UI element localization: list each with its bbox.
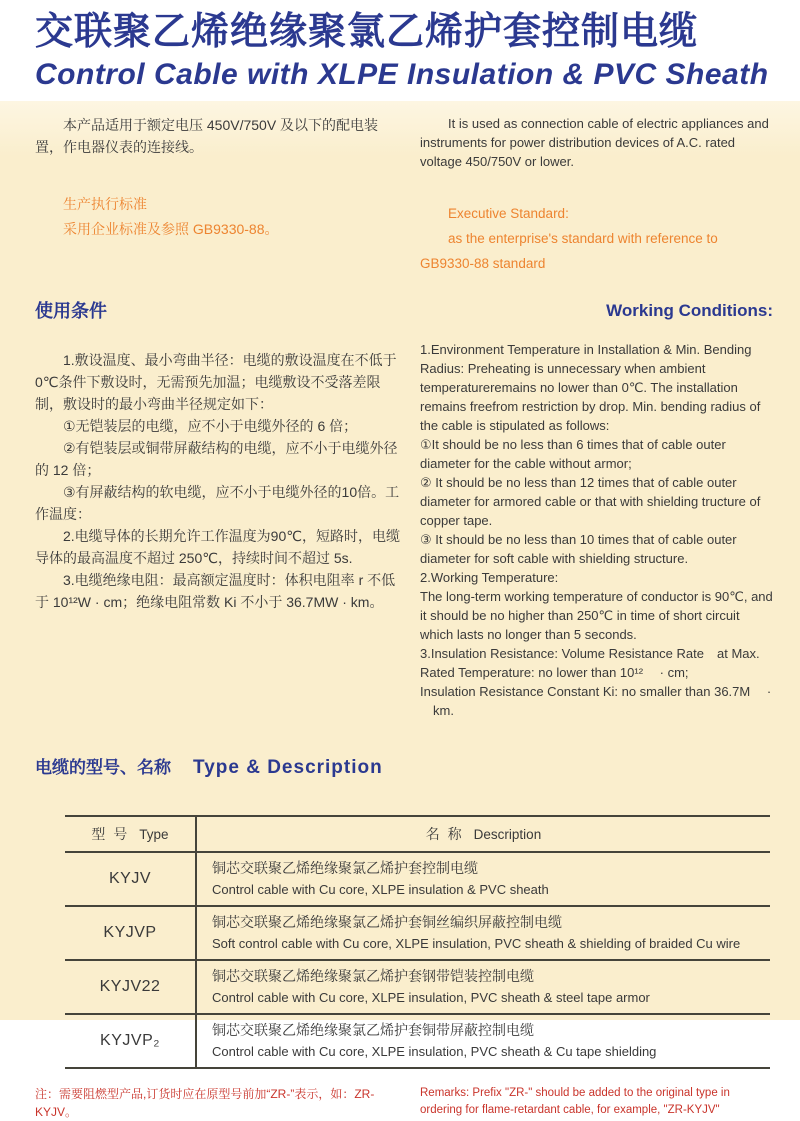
working-column-chinese	[35, 301, 401, 720]
working-heading-en: Working Conditions:	[606, 301, 773, 320]
description-en: Control cable with Cu core, XLPE insulation & PVC sheath	[212, 882, 549, 897]
cable-type-table	[65, 815, 770, 1069]
type-description-heading-en: Type & Description	[193, 757, 383, 778]
working-en-paragraph: The long-term working temperature of conductor is 90℃, and it should be no higher than 250℃ in time of short circuit which lasts no longer than 5 seconds.	[420, 589, 773, 642]
description-en: Control cable with Cu core, XLPE insulation, PVC sheath & steel tape armor	[212, 990, 650, 1005]
cell-description	[197, 961, 770, 1013]
cell-type-code: KYJVP₂	[65, 1015, 197, 1067]
remark-en: Remarks: Prefix "ZR-" should be added to the original type in ordering for flame-retardant cable, for example, "ZR-KYJV"	[420, 1087, 730, 1116]
executive-standard-cn-line2: 采用企业标准及参照 GB9330-88。	[63, 221, 279, 237]
table-header-type-cn: 型 号	[91, 826, 130, 842]
working-cn-paragraph: 1.敷设温度、最小弯曲半径：电缆的敷设温度在不低于0℃条件下敷设时，无需预先加温；电缆敷设不受落差限制，敷设时的最小弯曲半径规定如下：	[35, 352, 397, 412]
working-cn-paragraph: 2.电缆导体的长期允许工作温度为90℃，短路时，电缆导体的最高温度不超过 250℃，持续时间不超过 5s.	[35, 528, 400, 566]
page-title-english: Control Cable with XLPE Insulation & PVC Sheath	[35, 58, 769, 91]
type-description-section	[0, 753, 800, 1069]
working-en-paragraph: Insulation Resistance Constant Ki: no smaller than 36.7M · km.	[420, 684, 772, 718]
working-en-paragraph: ② It should be no less than 12 times that of cable outer diameter for armored cable or that with shielding tructure of copper tape.	[420, 475, 761, 528]
table-row	[65, 961, 770, 1015]
working-conditions-section	[0, 301, 800, 720]
cell-type-code: KYJV	[65, 853, 197, 905]
intro-column-english	[420, 114, 773, 276]
intro-column-chinese	[35, 114, 401, 276]
table-row	[65, 907, 770, 961]
working-cn-paragraph: ②有铠装层或铜带屏蔽结构的电缆，应不小于电缆外径的 12 倍；	[35, 440, 398, 478]
cell-description	[197, 853, 770, 905]
working-en-paragraph: ①It should be no less than 6 times that of cable outer diameter for the cable without armor;	[420, 437, 726, 471]
intro-paragraph-cn: 本产品适用于额定电压 450V/750V 及以下的配电装置，作电器仪表的连接线。	[35, 117, 379, 155]
description-en: Control cable with Cu core, XLPE insulation, PVC sheath & Cu tape shielding	[212, 1044, 657, 1059]
working-en-paragraph: 2.Working Temperature:	[420, 570, 559, 585]
executive-standard-en-line1: Executive Standard:	[448, 206, 569, 221]
remarks-footer	[0, 1085, 800, 1121]
remark-cn: 注：需要阻燃型产品,订货时应在原型号前加“ZR-”表示，如：ZR-KYJV。	[35, 1087, 375, 1119]
working-en-paragraph: 3.Insulation Resistance: Volume Resistance Rate at Max. Rated Temperature: no lower than 10¹² · cm;	[420, 646, 760, 680]
working-en-paragraph: ③ It should be no less than 10 times that of cable outer diameter for soft cable with shielding structure.	[420, 532, 737, 566]
intro-paragraph-en: It is used as connection cable of electric appliances and instruments for power distribution devices of A.C. rated voltage 450/750V or lower.	[420, 116, 769, 169]
executive-standard-en-line2: as the enterprise's standard with reference to GB9330-88 standard	[420, 231, 718, 271]
table-row	[65, 1015, 770, 1067]
cell-description	[197, 907, 770, 959]
description-cn: 铜芯交联聚乙烯绝缘聚氯乙烯护套控制电缆	[212, 860, 478, 876]
cell-type-code: KYJV22	[65, 961, 197, 1013]
type-description-heading	[35, 753, 770, 779]
table-header-row	[65, 817, 770, 853]
description-cn: 铜芯交联聚乙烯绝缘聚氯乙烯护套铜带屏蔽控制电缆	[212, 1022, 534, 1038]
cell-type-code: KYJVP	[65, 907, 197, 959]
table-header-description	[197, 817, 770, 851]
table-header-description-cn: 名 称	[425, 826, 464, 842]
column-gap	[401, 301, 420, 720]
column-gap	[401, 1085, 420, 1121]
table-header-type	[65, 817, 197, 851]
page-header	[0, 0, 800, 101]
cell-description	[197, 1015, 770, 1067]
description-cn: 铜芯交联聚乙烯绝缘聚氯乙烯护套铜丝编织屏蔽控制电缆	[212, 914, 562, 930]
column-gap	[401, 114, 420, 276]
working-heading-cn: 使用条件	[35, 301, 107, 321]
table-row	[65, 853, 770, 907]
type-description-heading-cn: 电缆的型号、名称	[35, 758, 171, 777]
page-body	[0, 101, 800, 1119]
executive-standard-cn-line1: 生产执行标准	[63, 196, 147, 212]
executive-standard-cn	[35, 192, 401, 242]
page-title-chinese: 交联聚乙烯绝缘聚氯乙烯护套控制电缆	[35, 11, 699, 53]
working-cn-paragraph: ①无铠装层的电缆，应不小于电缆外径的 6 倍；	[63, 418, 358, 434]
working-column-english	[420, 301, 773, 720]
intro-section	[0, 114, 800, 276]
working-cn-paragraph: 3.电缆绝缘电阻：最高额定温度时：体积电阻率 r 不低于 10¹²W · cm；绝缘电阻常数 Ki 不小于 36.7MW · km。	[35, 572, 396, 610]
table-header-type-en: Type	[139, 826, 169, 842]
working-cn-paragraph: ③有屏蔽结构的软电缆，应不小于电缆外径的10倍。工作温度：	[35, 484, 400, 522]
executive-standard-en	[420, 201, 773, 276]
description-en: Soft control cable with Cu core, XLPE insulation, PVC sheath & shielding of braided Cu wire	[212, 936, 741, 951]
description-cn: 铜芯交联聚乙烯绝缘聚氯乙烯护套钢带铠装控制电缆	[212, 968, 534, 984]
working-en-paragraph: 1.Environment Temperature in Installation & Min. Bending Radius: Preheating is unnecessary when ambient temperatureremains no lower than 0℃. The installation remains freefrom restriction by drop. Min. bending radius of the cable is stipulated as follows:	[420, 342, 761, 433]
table-header-description-en: Description	[473, 826, 542, 842]
